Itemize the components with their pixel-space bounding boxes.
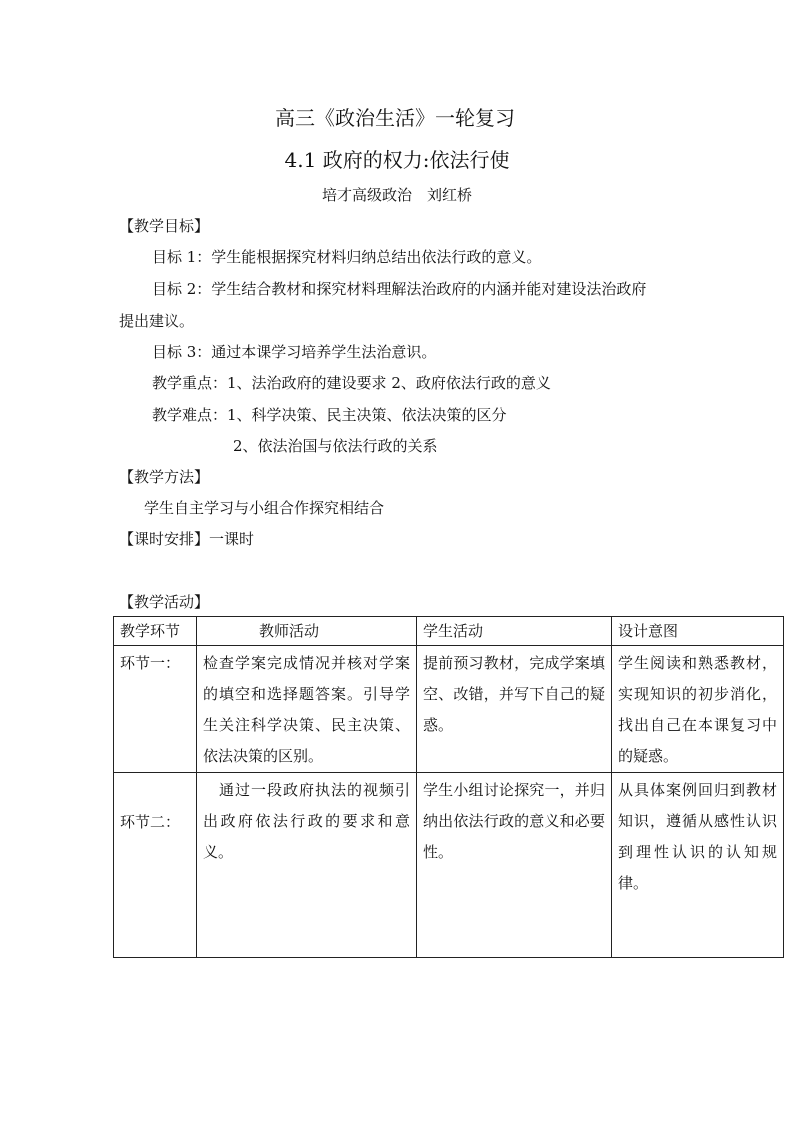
teacher-activity-cell: 检查学案完成情况并核对学案的填空和选择题答案。引导学生关注科学决策、民主决策、依法决策的区别。 — [197, 646, 417, 773]
goal-2-line-2: 提出建议。 — [119, 312, 195, 330]
teaching-activity-table — [113, 616, 784, 958]
lesson-subtitle: 4.1 政府的权力:依法行使 — [284, 148, 510, 172]
design-intent-cell: 从具体案例回归到教材知识，遵循从感性认识到理性认识的认知规律。 — [612, 773, 784, 958]
header-stage: 教学环节 — [114, 617, 197, 646]
method-text: 学生自主学习与小组合作探究相结合 — [144, 499, 385, 517]
teacher-activity-cell: 通过一段政府执法的视频引出政府依法行政的要求和意义。 — [197, 773, 417, 958]
goal-3: 目标 3：通过本课学习培养学生法治意识。 — [152, 343, 437, 361]
goal-1: 目标 1：学生能根据探究材料归纳总结出依法行政的意义。 — [152, 248, 542, 266]
key-points: 教学重点：1、法治政府的建设要求 2、政府依法行政的意义 — [152, 374, 551, 392]
goal-2-line-1: 目标 2：学生结合教材和探究材料理解法治政府的内涵并能对建设法治政府 — [152, 280, 647, 298]
table-row — [114, 773, 784, 958]
document-title: 高三《政治生活》一轮复习 — [275, 106, 515, 130]
stage-cell: 环节一： — [114, 646, 197, 773]
student-activity-cell: 学生小组讨论探究一，并归纳出依法行政的意义和必要性。 — [417, 773, 612, 958]
table-row — [114, 646, 784, 773]
stage-cell: 环节二： — [114, 773, 197, 958]
student-activity-cell: 提前预习教材，完成学案填空、改错，并写下自己的疑惑。 — [417, 646, 612, 773]
goals-heading: 【教学目标】 — [119, 217, 210, 235]
header-intent: 设计意图 — [612, 617, 784, 646]
design-intent-cell: 学生阅读和熟悉教材，实现知识的初步消化，找出自己在本课复习中的疑惑。 — [612, 646, 784, 773]
activity-heading: 【教学活动】 — [119, 593, 210, 611]
schedule-line: 【课时安排】一课时 — [119, 530, 255, 548]
table-header-row — [114, 617, 784, 646]
header-student: 学生活动 — [417, 617, 612, 646]
author-line: 培才高级政治 刘红桥 — [321, 186, 472, 204]
difficulties-line-2: 2、依法治国与依法行政的关系 — [233, 437, 438, 455]
method-heading: 【教学方法】 — [119, 468, 210, 486]
header-teacher: 教师活动 — [197, 617, 417, 646]
difficulties-line-1: 教学难点：1、科学决策、民主决策、依法决策的区分 — [152, 406, 507, 424]
